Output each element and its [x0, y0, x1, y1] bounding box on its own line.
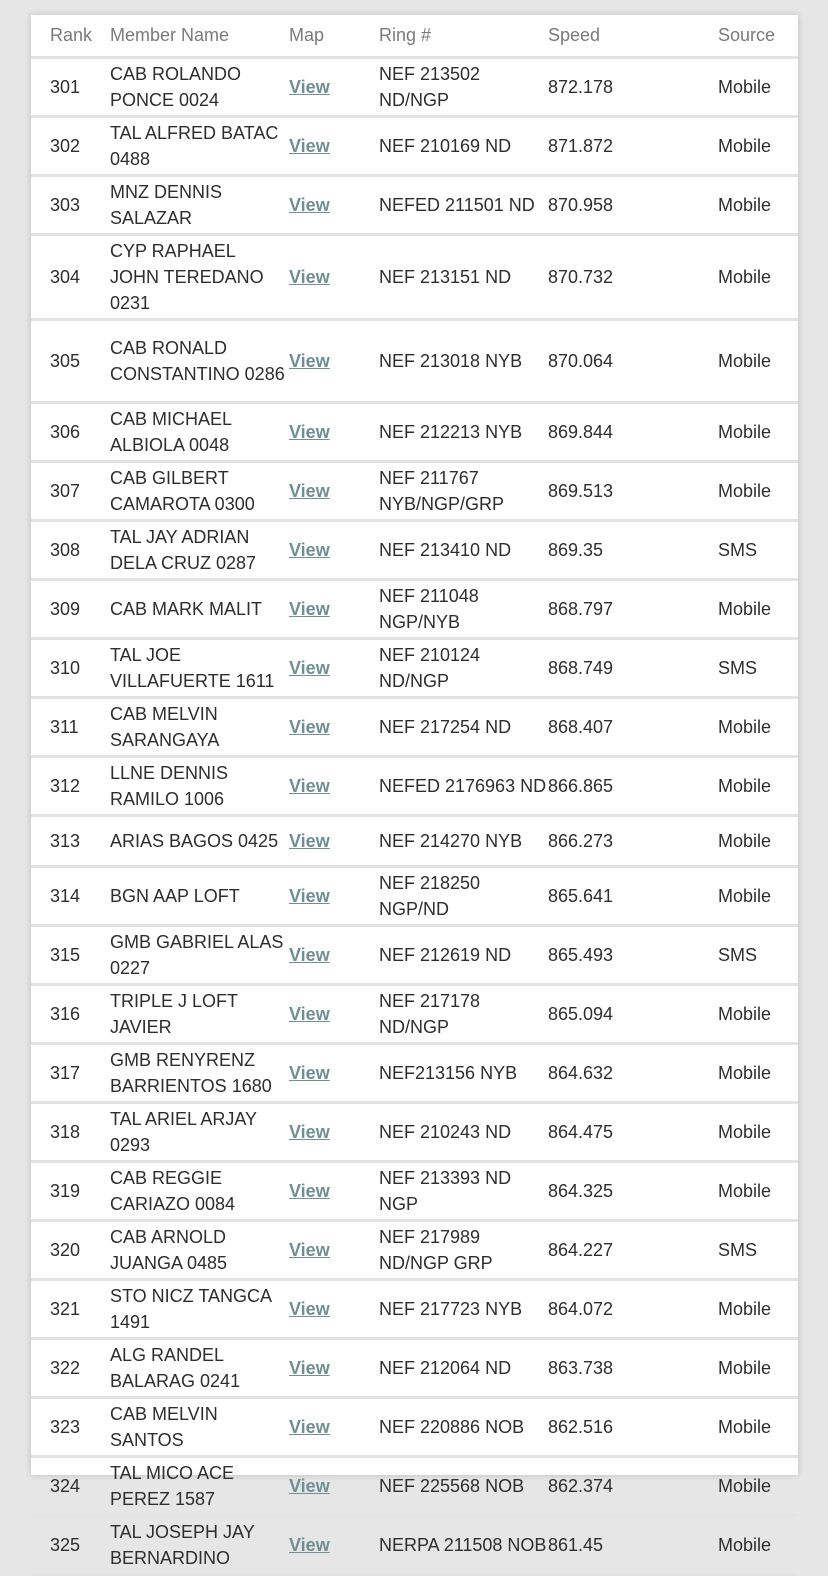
header-source[interactable]: Source [718, 15, 798, 57]
map-cell [289, 638, 379, 697]
ring-number-cell: NEF 213151 ND [379, 234, 548, 319]
source-cell: Mobile [718, 234, 798, 319]
speed-cell: 863.738 [548, 1338, 718, 1397]
map-cell [289, 116, 379, 175]
map-cell [289, 815, 379, 866]
map-cell [289, 1456, 379, 1515]
rank-cell: 302 [31, 116, 110, 175]
speed-cell: 864.475 [548, 1102, 718, 1161]
table-row [31, 402, 798, 461]
speed-cell: 865.493 [548, 925, 718, 984]
speed-cell: 864.632 [548, 1043, 718, 1102]
header-map[interactable]: Map [289, 15, 379, 57]
member-name-cell: CAB ROLANDO PONCE 0024 [110, 57, 289, 116]
rank-cell: 310 [31, 638, 110, 697]
view-map-link[interactable]: View [289, 1416, 330, 1437]
rank-cell: 309 [31, 579, 110, 638]
member-name-cell: CAB MARK MALIT [110, 579, 289, 638]
speed-cell: 869.35 [548, 520, 718, 579]
member-name-cell: TRIPLE J LOFT JAVIER [110, 984, 289, 1043]
table-row [31, 756, 798, 815]
view-map-link[interactable]: View [289, 1239, 330, 1260]
view-map-link[interactable]: View [289, 1003, 330, 1024]
ring-number-cell: NEF213156 NYB [379, 1043, 548, 1102]
map-cell [289, 697, 379, 756]
map-cell [289, 866, 379, 925]
view-map-link[interactable]: View [289, 194, 330, 215]
ring-number-cell: NEFED 2176963 ND [379, 756, 548, 815]
ring-number-cell: NEF 217989 ND/NGP GRP [379, 1220, 548, 1279]
map-cell [289, 1338, 379, 1397]
view-map-link[interactable]: View [289, 266, 330, 287]
member-name-cell: TAL JAY ADRIAN DELA CRUZ 0287 [110, 520, 289, 579]
view-map-link[interactable]: View [289, 539, 330, 560]
ring-number-cell: NEF 213018 NYB [379, 319, 548, 402]
map-cell [289, 461, 379, 520]
source-cell: Mobile [718, 1279, 798, 1338]
ring-number-cell: NEFED 211501 ND [379, 175, 548, 234]
table-row [31, 815, 798, 866]
map-cell [289, 57, 379, 116]
ring-number-cell: NEF 217178 ND/NGP [379, 984, 548, 1043]
ring-number-cell: NEF 210169 ND [379, 116, 548, 175]
view-map-link[interactable]: View [289, 76, 330, 97]
member-name-cell: CAB ARNOLD JUANGA 0485 [110, 1220, 289, 1279]
map-cell [289, 175, 379, 234]
speed-cell: 870.958 [548, 175, 718, 234]
source-cell: Mobile [718, 1338, 798, 1397]
table-row [31, 1397, 798, 1456]
rank-cell: 304 [31, 234, 110, 319]
map-cell [289, 1279, 379, 1338]
view-map-link[interactable]: View [289, 1357, 330, 1378]
member-name-cell: BGN AAP LOFT [110, 866, 289, 925]
rank-cell: 322 [31, 1338, 110, 1397]
map-cell [289, 234, 379, 319]
source-cell: Mobile [718, 697, 798, 756]
member-name-cell: CAB REGGIE CARIAZO 0084 [110, 1161, 289, 1220]
member-name-cell: TAL ALFRED BATAC 0488 [110, 116, 289, 175]
view-map-link[interactable]: View [289, 480, 330, 501]
member-name-cell: GMB GABRIEL ALAS 0227 [110, 925, 289, 984]
table-header-row [31, 15, 798, 57]
member-name-cell: CAB GILBERT CAMAROTA 0300 [110, 461, 289, 520]
table-row [31, 234, 798, 319]
speed-cell: 864.325 [548, 1161, 718, 1220]
member-name-cell: TAL MICO ACE PEREZ 1587 [110, 1456, 289, 1515]
table-row [31, 520, 798, 579]
member-name-cell: CAB MELVIN SANTOS [110, 1397, 289, 1456]
table-row [31, 925, 798, 984]
speed-cell: 865.641 [548, 866, 718, 925]
ring-number-cell: NEF 211767 NYB/NGP/GRP [379, 461, 548, 520]
rank-cell: 318 [31, 1102, 110, 1161]
ring-number-cell: NEF 212064 ND [379, 1338, 548, 1397]
table-row [31, 1338, 798, 1397]
rank-cell: 307 [31, 461, 110, 520]
table-row [31, 1456, 798, 1515]
table-row [31, 175, 798, 234]
view-map-link[interactable]: View [289, 1298, 330, 1319]
ring-number-cell: NEF 218250 NGP/ND [379, 866, 548, 925]
member-name-cell: LLNE DENNIS RAMILO 1006 [110, 756, 289, 815]
rank-cell: 317 [31, 1043, 110, 1102]
source-cell: Mobile [718, 866, 798, 925]
speed-cell: 866.865 [548, 756, 718, 815]
source-cell: Mobile [718, 579, 798, 638]
view-map-link[interactable]: View [289, 1475, 330, 1496]
view-map-link[interactable]: View [289, 1062, 330, 1083]
member-name-cell: TAL JOE VILLAFUERTE 1611 [110, 638, 289, 697]
ring-number-cell: NEF 217723 NYB [379, 1279, 548, 1338]
source-cell: Mobile [718, 319, 798, 402]
source-cell: Mobile [718, 1161, 798, 1220]
speed-cell: 866.273 [548, 815, 718, 866]
speed-cell: 871.872 [548, 116, 718, 175]
rank-cell: 321 [31, 1279, 110, 1338]
speed-cell: 864.072 [548, 1279, 718, 1338]
member-name-cell: TAL JOSEPH JAY BERNARDINO [110, 1515, 289, 1574]
rank-cell: 301 [31, 57, 110, 116]
member-name-cell: ARIAS BAGOS 0425 [110, 815, 289, 866]
table-row [31, 1043, 798, 1102]
source-cell: Mobile [718, 1102, 798, 1161]
member-name-cell: TAL ARIEL ARJAY 0293 [110, 1102, 289, 1161]
rank-cell: 323 [31, 1397, 110, 1456]
table-row [31, 697, 798, 756]
table-row [31, 1161, 798, 1220]
rank-cell: 306 [31, 402, 110, 461]
ring-number-cell: NEF 220886 NOB [379, 1397, 548, 1456]
speed-cell: 862.516 [548, 1397, 718, 1456]
ring-number-cell: NEF 212213 NYB [379, 402, 548, 461]
speed-cell: 864.227 [548, 1220, 718, 1279]
ring-number-cell: NEF 214270 NYB [379, 815, 548, 866]
ring-number-cell: NEF 210124 ND/NGP [379, 638, 548, 697]
speed-cell: 870.732 [548, 234, 718, 319]
view-map-link[interactable]: View [289, 657, 330, 678]
table-row [31, 116, 798, 175]
speed-cell: 872.178 [548, 57, 718, 116]
table-row [31, 579, 798, 638]
view-map-link[interactable]: View [289, 944, 330, 965]
member-name-cell: STO NICZ TANGCA 1491 [110, 1279, 289, 1338]
speed-cell: 868.749 [548, 638, 718, 697]
ring-number-cell: NEF 211048 NGP/NYB [379, 579, 548, 638]
source-cell: Mobile [718, 984, 798, 1043]
view-map-link[interactable]: View [289, 1180, 330, 1201]
member-name-cell: MNZ DENNIS SALAZAR [110, 175, 289, 234]
map-cell [289, 925, 379, 984]
map-cell [289, 1515, 379, 1574]
rank-cell: 305 [31, 319, 110, 402]
ring-number-cell: NEF 217254 ND [379, 697, 548, 756]
member-name-cell: CAB RONALD CONSTANTINO 0286 [110, 319, 289, 402]
rank-cell: 313 [31, 815, 110, 866]
rank-cell: 308 [31, 520, 110, 579]
table-row [31, 1515, 798, 1574]
map-cell [289, 1397, 379, 1456]
source-cell: Mobile [718, 1397, 798, 1456]
table-row [31, 1102, 798, 1161]
view-map-link[interactable]: View [289, 135, 330, 156]
source-cell: Mobile [718, 116, 798, 175]
map-cell [289, 1220, 379, 1279]
source-cell: Mobile [718, 756, 798, 815]
header-speed[interactable]: Speed [548, 15, 718, 57]
table-row [31, 984, 798, 1043]
rank-cell: 319 [31, 1161, 110, 1220]
speed-cell: 870.064 [548, 319, 718, 402]
results-card [31, 15, 798, 1568]
source-cell: SMS [718, 925, 798, 984]
map-cell [289, 1102, 379, 1161]
speed-cell: 869.513 [548, 461, 718, 520]
rank-cell: 324 [31, 1456, 110, 1515]
speed-cell: 868.797 [548, 579, 718, 638]
rank-cell: 316 [31, 984, 110, 1043]
member-name-cell: CAB MELVIN SARANGAYA [110, 697, 289, 756]
member-name-cell: GMB RENYRENZ BARRIENTOS 1680 [110, 1043, 289, 1102]
table-row [31, 319, 798, 402]
source-cell: SMS [718, 638, 798, 697]
view-map-link[interactable]: View [289, 775, 330, 796]
ring-number-cell: NEF 212619 ND [379, 925, 548, 984]
rank-cell: 311 [31, 697, 110, 756]
rank-cell: 314 [31, 866, 110, 925]
speed-cell: 865.094 [548, 984, 718, 1043]
view-map-link[interactable]: View [289, 350, 330, 371]
member-name-cell: CAB MICHAEL ALBIOLA 0048 [110, 402, 289, 461]
rank-cell: 320 [31, 1220, 110, 1279]
speed-cell: 861.45 [548, 1515, 718, 1574]
view-map-link[interactable]: View [289, 830, 330, 851]
map-cell [289, 402, 379, 461]
source-cell: SMS [718, 1220, 798, 1279]
table-row [31, 461, 798, 520]
header-ring-number[interactable]: Ring # [379, 15, 548, 57]
speed-cell: 868.407 [548, 697, 718, 756]
view-map-link[interactable]: View [289, 885, 330, 906]
map-cell [289, 579, 379, 638]
view-map-link[interactable]: View [289, 716, 330, 737]
ring-number-cell: NEF 210243 ND [379, 1102, 548, 1161]
ring-number-cell: NEF 213410 ND [379, 520, 548, 579]
rank-cell: 312 [31, 756, 110, 815]
table-row [31, 1279, 798, 1338]
map-cell [289, 319, 379, 402]
table-row [31, 866, 798, 925]
table-row [31, 1220, 798, 1279]
table-row [31, 638, 798, 697]
speed-cell: 862.374 [548, 1456, 718, 1515]
rank-cell: 303 [31, 175, 110, 234]
view-map-link[interactable]: View [289, 1534, 330, 1555]
map-cell [289, 984, 379, 1043]
ring-number-cell: NEF 213393 ND NGP [379, 1161, 548, 1220]
source-cell: Mobile [718, 1515, 798, 1574]
header-member-name[interactable]: Member Name [110, 15, 289, 57]
source-cell: Mobile [718, 461, 798, 520]
member-name-cell: CYP RAPHAEL JOHN TEREDANO 0231 [110, 234, 289, 319]
table-row [31, 57, 798, 116]
ring-number-cell: NERPA 211508 NOB [379, 1515, 548, 1574]
ring-number-cell: NEF 213502 ND/NGP [379, 57, 548, 116]
ring-number-cell: NEF 225568 NOB [379, 1456, 548, 1515]
source-cell: Mobile [718, 175, 798, 234]
header-rank[interactable]: Rank [31, 15, 110, 57]
source-cell: Mobile [718, 1456, 798, 1515]
view-map-link[interactable]: View [289, 1121, 330, 1142]
rank-cell: 325 [31, 1515, 110, 1574]
map-cell [289, 520, 379, 579]
map-cell [289, 756, 379, 815]
source-cell: SMS [718, 520, 798, 579]
view-map-link[interactable]: View [289, 421, 330, 442]
map-cell [289, 1161, 379, 1220]
map-cell [289, 1043, 379, 1102]
view-map-link[interactable]: View [289, 598, 330, 619]
speed-cell: 869.844 [548, 402, 718, 461]
race-results-table [31, 15, 798, 1576]
member-name-cell: ALG RANDEL BALARAG 0241 [110, 1338, 289, 1397]
source-cell: Mobile [718, 815, 798, 866]
source-cell: Mobile [718, 57, 798, 116]
source-cell: Mobile [718, 402, 798, 461]
rank-cell: 315 [31, 925, 110, 984]
source-cell: Mobile [718, 1043, 798, 1102]
